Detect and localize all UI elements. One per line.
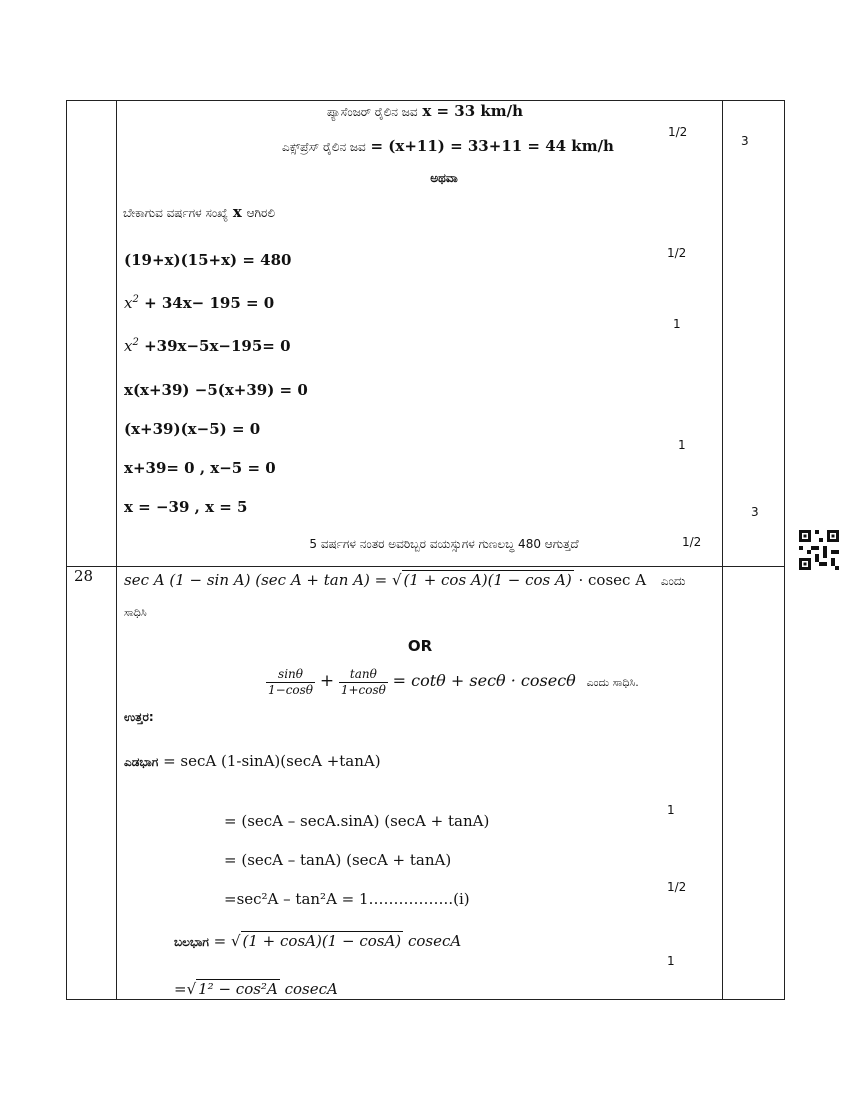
answer-label: ಉತ್ತರ: bbox=[124, 710, 154, 724]
or-label-kannada: ಅಥವಾ bbox=[430, 171, 458, 185]
table-col-divider-1 bbox=[116, 100, 117, 1000]
q28-statement: sec A (1 − sin A) (sec A + tan A) = √ (1 + cos A)(1 − cos A) · cosec A ಎಂದು bbox=[124, 571, 686, 589]
or-label-english: OR bbox=[407, 637, 433, 655]
mark-express: 1/2 bbox=[668, 125, 688, 139]
mark-eq1: 1/2 bbox=[667, 246, 687, 260]
mark-eq2: 1 bbox=[673, 317, 681, 331]
equation-2: $x^2 + 34x- 195 = 0$ bbox=[124, 294, 275, 312]
mark-rhs: 1 bbox=[667, 954, 675, 968]
equation-3: $x^2 +39x-5x-195= 0$ bbox=[124, 337, 291, 355]
equation-4: x(x+39) −5(x+39) = 0 bbox=[124, 381, 308, 399]
rhs-line-2: =√ 1² − cos²A cosecA bbox=[174, 980, 338, 998]
express-speed-line: ಎಕ್ಸ್‌ಪ್ರೆಸ್ ರೈಲಿನ ಜವ = (x+11) = 33+11 = 44 km/h bbox=[282, 137, 614, 155]
conclusion-line: 5 ವರ್ಷಗಳ ನಂತರ ಅವರಿಬ್ಬರ ವಯಸ್ಸುಗಳ ಗುಣಲಬ್ಧ 480 ಆಗುತ್ತದೆ bbox=[309, 537, 579, 551]
step-1: = (secA – secA.sinA) (secA + tanA) bbox=[224, 812, 490, 830]
table-bottom-border bbox=[66, 999, 785, 1000]
mark-step1: 1 bbox=[667, 803, 675, 817]
qr-code-icon bbox=[799, 530, 839, 570]
table-col-divider-2 bbox=[722, 100, 723, 1000]
rhs-line: ಬಲಭಾಗ = √ (1 + cosA)(1 − cosA) cosecA bbox=[174, 932, 462, 950]
mark-eq5: 1 bbox=[678, 438, 686, 452]
step-3: =sec²A – tan²A = 1……………..(i) bbox=[224, 890, 470, 908]
table-left-border bbox=[66, 100, 67, 1000]
equation-6: x+39= 0 , x−5 = 0 bbox=[124, 459, 276, 477]
equation-7: x = −39 , x = 5 bbox=[124, 498, 248, 516]
equation-5: (x+39)(x−5) = 0 bbox=[124, 420, 261, 438]
alternative-statement: $\frac{\sin\theta}{1-\cos\theta}$ + $\frac{\tan\theta}{1+\cos\theta}$ = cotθ + secθ · cosecθ ಎಂದು ಸಾಧಿಸಿ. bbox=[268, 666, 639, 697]
mark-step3: 1/2 bbox=[667, 880, 687, 894]
table-row-divider bbox=[66, 566, 785, 567]
step-2: = (secA – tanA) (secA + tanA) bbox=[224, 851, 452, 869]
mark-conclusion: 1/2 bbox=[682, 535, 702, 549]
table-right-border bbox=[784, 100, 785, 1000]
question-number-28: 28 bbox=[74, 567, 94, 585]
equation-1: (19+x)(15+x) = 480 bbox=[124, 251, 292, 269]
total-marks-top: 3 bbox=[741, 134, 749, 148]
q28-prove-word: ಸಾಧಿಸಿ bbox=[124, 606, 147, 619]
let-statement: ಬೇಕಾಗುವ ವರ್ಷಗಳ ಸಂಖ್ಯೆ x ಆಗಿರಲಿ bbox=[123, 203, 276, 221]
passenger-speed-line: ಪ್ಯಾಸೆಂಜರ್ ರೈಲಿನ ಜವ x = 33 km/h bbox=[326, 102, 524, 120]
total-marks-bottom: 3 bbox=[751, 505, 759, 519]
lhs-line: ಎಡಭಾಗ = secA (1-sinA)(secA +tanA) bbox=[124, 752, 381, 770]
